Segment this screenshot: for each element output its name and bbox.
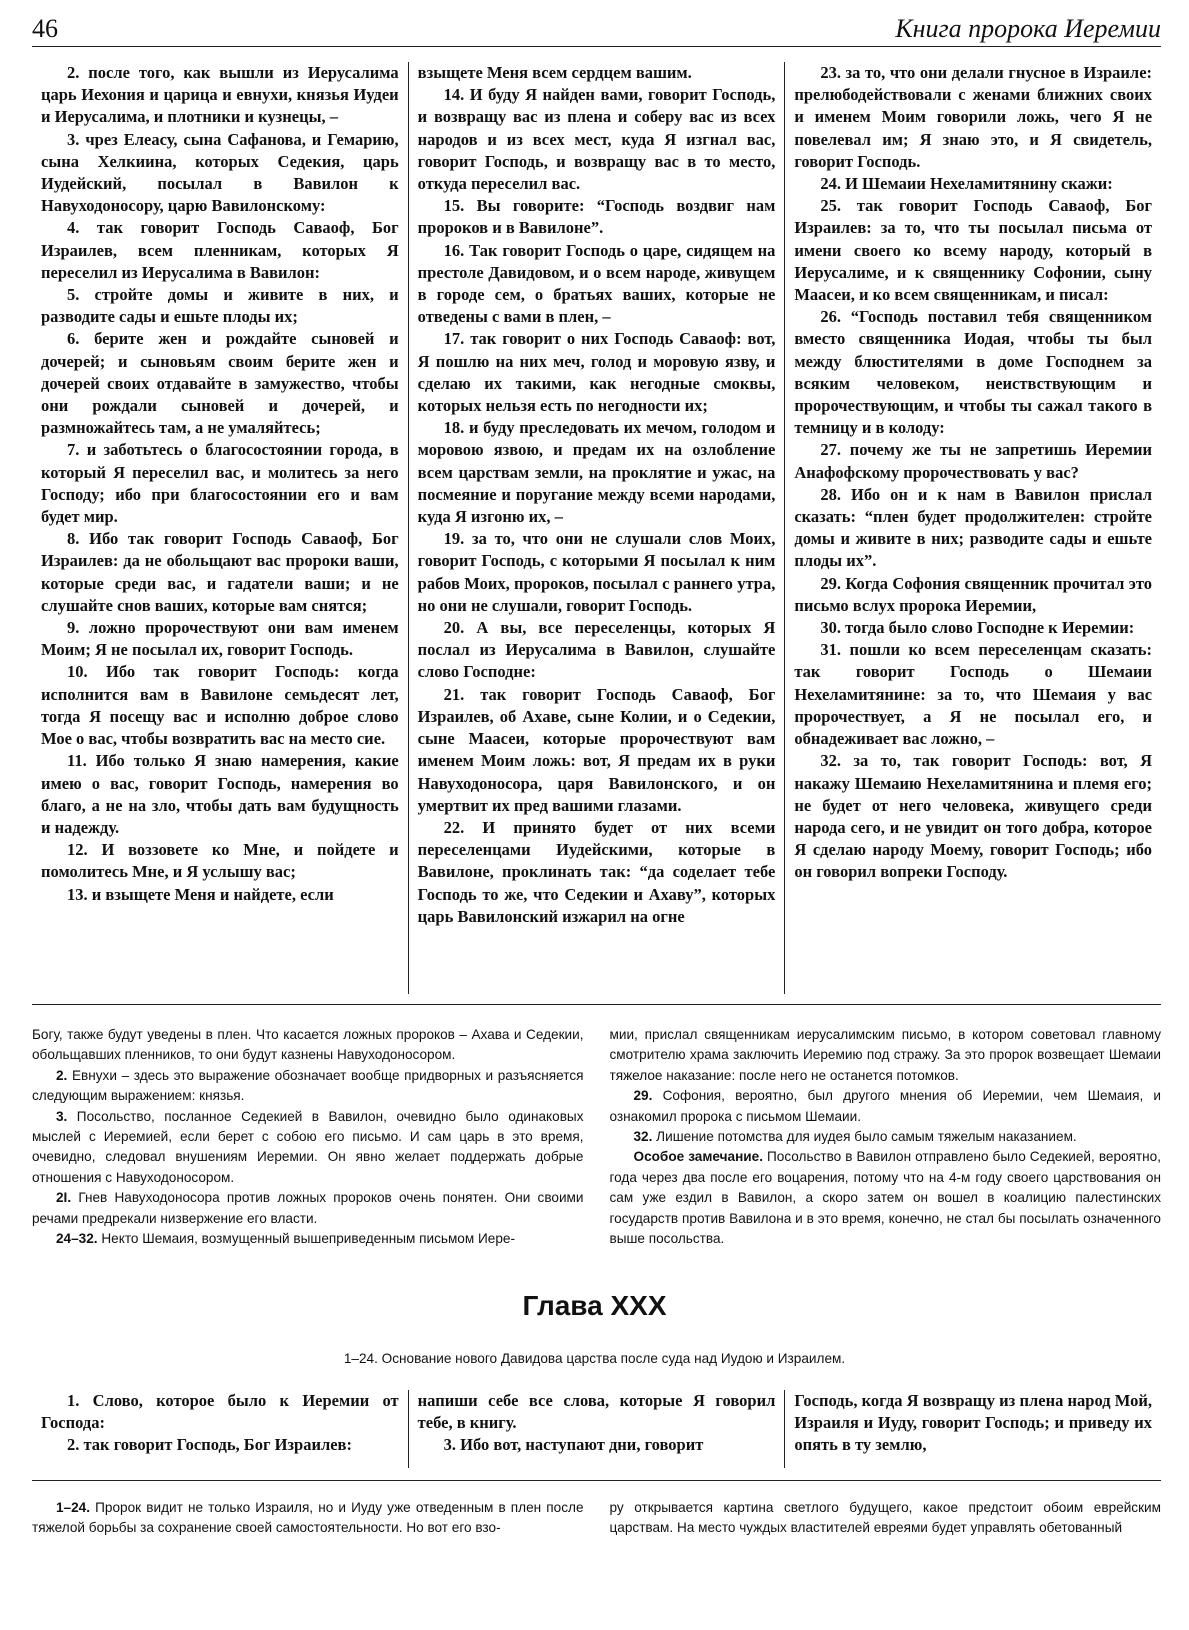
page-header [32, 14, 1161, 47]
note-reference: 2I. [56, 1190, 72, 1206]
chapter-commentary-column-2 [610, 1498, 1162, 1542]
verse-paragraph: 24. И Шемаии Нехеламитянину скажи: [820, 174, 1113, 194]
note-text: Посольство, посланное Седекией в Вавилон, очевидно было одинаковых мыслей с Иеремией, если берет с собою его письмо. И сам царь в это время, очевидно, следовал внушениям Иеремии. Он явно желает поддержать добрые отношения с Навуходоносором. [32, 1108, 584, 1185]
note-text: Лишение потомства для иудея было самым тяжелым наказанием. [652, 1129, 1077, 1145]
verse-paragraph: 29. Когда Софония священник прочитал это письмо вслух пророка Иеремии, [794, 573, 1153, 615]
verse-paragraph: 10. Ибо так говорит Господь: когда исполнится вам в Вавилоне семьдесят лет, тогда Я посещу вас и исполню доброе слово Мое о вас, чтобы возвратить вас на место сие. [41, 662, 399, 749]
verse-paragraph: Господь, когда Я возвращу из плена народ Мой, Израиля и Иуду, говорит Господь; и приведу их опять в ту землю, [794, 1391, 1153, 1455]
commentary [32, 1025, 1161, 1275]
verse-paragraph: 4. так говорит Господь Саваоф, Бог Израилев, всем пленникам, которых Я переселил из Иерусалима в Вавилон: [41, 218, 399, 282]
note-text: Некто Шемаия, возмущенный вышеприведенным письмом Иере- [97, 1231, 515, 1247]
verse-paragraph: 3. Ибо вот, наступают дни, говорит [443, 1435, 704, 1455]
note-text: Гнев Навуходоносора против ложных пророков очень понятен. Они своими речами предрекали низвержение его власти. [32, 1190, 584, 1226]
verse-paragraph: 28. Ибо он и к нам в Вавилон прислал сказать: “плен будет продолжителен: стройте домы и живите в них; разводите сады и ешьте плоды их”. [794, 484, 1153, 571]
verse-paragraph: 16. Так говорит Господь о царе, сидящем на престоле Давидовом, и о всем народе, живущем в городе сем, о братьях ваших, которые не отведены с вами в плен, – [417, 240, 776, 327]
verse-paragraph: 15. Вы говорите: “Господь воздвиг нам пророков и в Вавилоне”. [417, 196, 776, 238]
verse-paragraph: 31. пошли ко всем переселенцам сказать: так говорит Господь о Шемаии Нехеламитянине: за то, что Шемаия у вас пророчествует, а Я не посылал его, и обнадеживает вас ложно, – [794, 640, 1153, 749]
scripture-column-2 [408, 62, 785, 994]
scripture-column-1 [32, 62, 408, 994]
note-reference: 29. [633, 1088, 653, 1104]
chapter-column-3 [784, 1390, 1161, 1468]
verse-paragraph: 13. и взыщете Меня и найдете, если [67, 884, 334, 904]
scripture-column-3 [784, 62, 1161, 994]
note-text: Евнухи – здесь это выражение обозначает вообще придворных и разъясняется следующим выражением: князья. [32, 1067, 584, 1104]
verse-paragraph: 6. берите жен и рождайте сыновей и дочерей; и сыновьям своим берите жен и дочерей своих отдавайте в замужество, чтобы они рождали сыновей и дочерей, и размножайтесь там, а не умаляйтесь; [41, 329, 399, 438]
note-reference: 2. [56, 1067, 68, 1083]
note-paragraph [32, 1107, 584, 1189]
chapter-column-1 [32, 1390, 408, 1468]
note-paragraph: мии, прислал священникам иерусалимским письмо, в котором советовал главному смотрителю храма заключить Иеремию под стражу. За это пророк возвещает Шемаии тяжелое наказание: после него не останется потомков. [609, 1027, 1161, 1083]
verse-paragraph: 27. почему же ты не запретишь Иеремии Анафофскому пророчествовать у вас? [794, 440, 1153, 482]
verse-paragraph: 17. так говорит о них Господь Саваоф: вот, Я пошлю на них меч, голод и моровую язву, и сделаю их такими, как негодные смоквы, которых нельзя есть по негодности их; [417, 329, 776, 416]
chapter-commentary-divider [32, 1480, 1161, 1481]
verse-paragraph: 11. Ибо только Я знаю намерения, какие имею о вас, говорит Господь, намерения во благо, а не на зло, чтобы дать вам будущность и надежду. [41, 751, 399, 837]
verse-paragraph: 7. и заботьтесь о благосостоянии города, в который Я переселил вас, и молитесь за него Господу; ибо при благосостоянии его и вам будет мир. [41, 440, 399, 527]
note-paragraph [32, 1188, 584, 1229]
note-text: Посольство в Вавилон отправлено было Седекией, вероятно, года через два после его воцарения, потому что на 4-м году своего царствования он сам уже ездил в Вавилон, а скоро затем он вошел в коалицию палестинских государств против Вавилона и в это время, конечно, не стал бы посылать означенного выше посольства. [609, 1149, 1161, 1247]
verse-paragraph: 3. чрез Елеасу, сына Сафанова, и Гемарию, сына Хелкиина, которых Седекия, царь Иудейский, посылал в Вавилон к Навуходоносору, царю Вавилонскому: [41, 129, 399, 216]
verse-paragraph: 9. ложно пророчествуют они вам именем Моим; Я не посылал их, говорит Господь. [41, 618, 399, 660]
note-paragraph [610, 1086, 1162, 1127]
verse-paragraph: 18. и буду преследовать их мечом, голодом и моровою язвою, и предам их на озлобление всем царствам земли, на проклятие и ужас, на посмеяние и поругание между всеми народами, куда Я изгоню их, – [417, 418, 776, 527]
chapter-column-2 [408, 1390, 785, 1468]
commentary-column-2 [610, 1025, 1162, 1275]
verse-paragraph: 26. “Господь поставил тебя священником вместо священника Иодая, чтобы ты был между блюстителями в доме Господнем за всяким человеком, неиствствующим и пророчествующим, и чтобы ты сажал такого в темницу и в колоду: [794, 307, 1153, 438]
verse-paragraph: 12. И воззовете ко Мне, и пойдете и помолитесь Мне, и Я услышу вас; [41, 840, 399, 882]
verse-paragraph: 19. за то, что они не слушали слов Моих, говорит Господь, с которыми Я посылал к ним рабов Моих, пророков, посылал с раннего утра, но они не слушали, говорит Господь. [417, 529, 776, 615]
chapter-commentary [32, 1498, 1161, 1542]
verse-paragraph: 8. Ибо так говорит Господь Саваоф, Бог Израилев: да не обольщают вас пророки ваши, которые среди вас, и гадатели ваши; и не слушайте снов ваших, которые вам снятся; [41, 529, 399, 615]
verse-paragraph: 5. стройте домы и живите в них, и разводите сады и ешьте плоды их; [41, 285, 399, 327]
scripture-columns [32, 62, 1161, 994]
verse-paragraph: 2. так говорит Господь, Бог Израилев: [67, 1435, 352, 1455]
verse-paragraph: 25. так говорит Господь Саваоф, Бог Израилев: за то, что ты посылал письма от имени своего ко всему народу, который в Иерусалиме, и к священнику Софонии, сыну Маасеи, и ко всем священникам, и писал: [794, 196, 1153, 305]
chapter-columns [32, 1390, 1161, 1468]
note-paragraph: ру открывается картина светлого будущего, какое предстоит обоим еврейским царствам. На место чуждых властителей евреями будет управлять обетованный [609, 1500, 1161, 1536]
verse-paragraph: 21. так говорит Господь Саваоф, Бог Израилев, об Ахаве, сыне Колии, и о Седекии, сыне Маасеи, которые пророчествуют вам именем Моим ложь: вот, Я предам их в руки Навуходоносора, царя Вавилонского, и он умертвит их пред вашими глазами. [417, 684, 776, 815]
note-paragraph [32, 1229, 584, 1249]
verse-paragraph: 30. тогда было слово Господне к Иеремии: [820, 618, 1135, 638]
note-reference: 3. [56, 1108, 68, 1124]
verse-paragraph: 2. после того, как вышли из Иерусалима царь Иехония и царица и евнухи, князья Иудеи и Иерусалима, и плотники и кузнецы, – [41, 63, 399, 127]
verse-paragraph: 32. за то, так говорит Господь: вот, Я накажу Шемаию Нехеламитянина и племя его; не будет от него человека, живущего среди народа сего, и не увидит он того добра, которое Я сделаю народу Моему, говорит Господь; ибо он говорил вопреки Господу. [794, 751, 1153, 882]
chapter-commentary-column-1 [32, 1498, 584, 1542]
note-paragraph [610, 1127, 1162, 1147]
commentary-column-1 [32, 1025, 584, 1275]
verse-paragraph: 1. Слово, которое было к Иеремии от Господа: [41, 1391, 399, 1433]
note-reference: Особое замечание. [633, 1149, 763, 1165]
commentary-divider [32, 1004, 1161, 1005]
chapter-summary: 1–24. Основание нового Давидова царства после суда над Иудою и Израилем. [343, 1351, 846, 1366]
note-paragraph [32, 1066, 584, 1107]
note-paragraph: Богу, также будут уведены в плен. Что касается ложных пророков – Ахава и Седекии, обольщавших пленников, то они будут казнены Навуходоносором. [32, 1027, 584, 1063]
note-text: Софония, вероятно, был другого мнения об Иеремии, чем Шемаия, и ознакомил пророка с письмом Шемаии. [609, 1088, 1161, 1124]
note-paragraph [32, 1498, 584, 1539]
verse-paragraph: 20. А вы, все переселенцы, которых Я послал из Иерусалима в Вавилон, слушайте слово Господне: [417, 618, 776, 682]
note-reference: 24–32. [56, 1231, 98, 1247]
verse-paragraph: 22. И принято будет от них всеми переселенцами Иудейскими, которые в Вавилоне, проклинать так: “да соделает тебе Господь то же, что Седекии и Ахаву”, которых царь Вавилонский изжарил на огне [417, 817, 776, 926]
page-number: 46 [32, 14, 58, 43]
verse-paragraph: взыщете Меня всем сердцем вашим. [417, 63, 692, 82]
note-reference: 1–24. [56, 1500, 91, 1515]
note-paragraph [610, 1147, 1162, 1249]
verse-paragraph: 14. И буду Я найден вами, говорит Господь, и возвращу вас из плена и соберу вас из всех народов и из всех мест, куда Я изгнал вас, говорит Господь, и возвращу вас в то место, откуда переселил вас. [417, 85, 776, 194]
verse-paragraph: напиши себе все слова, которые Я говорил тебе, в книгу. [417, 1391, 776, 1433]
note-text: Пророк видит не только Израиля, но и Иуду уже отведенным в плен после тяжелой борьбы за сохранение своей самостоятельности. Но вот его взо- [32, 1500, 584, 1536]
verse-paragraph: 23. за то, что они делали гнусное в Израиле: прелюбодействовали с женами ближних своих и именем Моим говорили ложь, чего Я не повелевал им; Я знаю это, и Я свидетель, говорит Господь. [794, 63, 1153, 171]
running-title: Книга пророка Иеремии [895, 14, 1161, 43]
note-reference: 32. [633, 1129, 653, 1145]
chapter-title: Глава XXX [522, 1290, 667, 1321]
